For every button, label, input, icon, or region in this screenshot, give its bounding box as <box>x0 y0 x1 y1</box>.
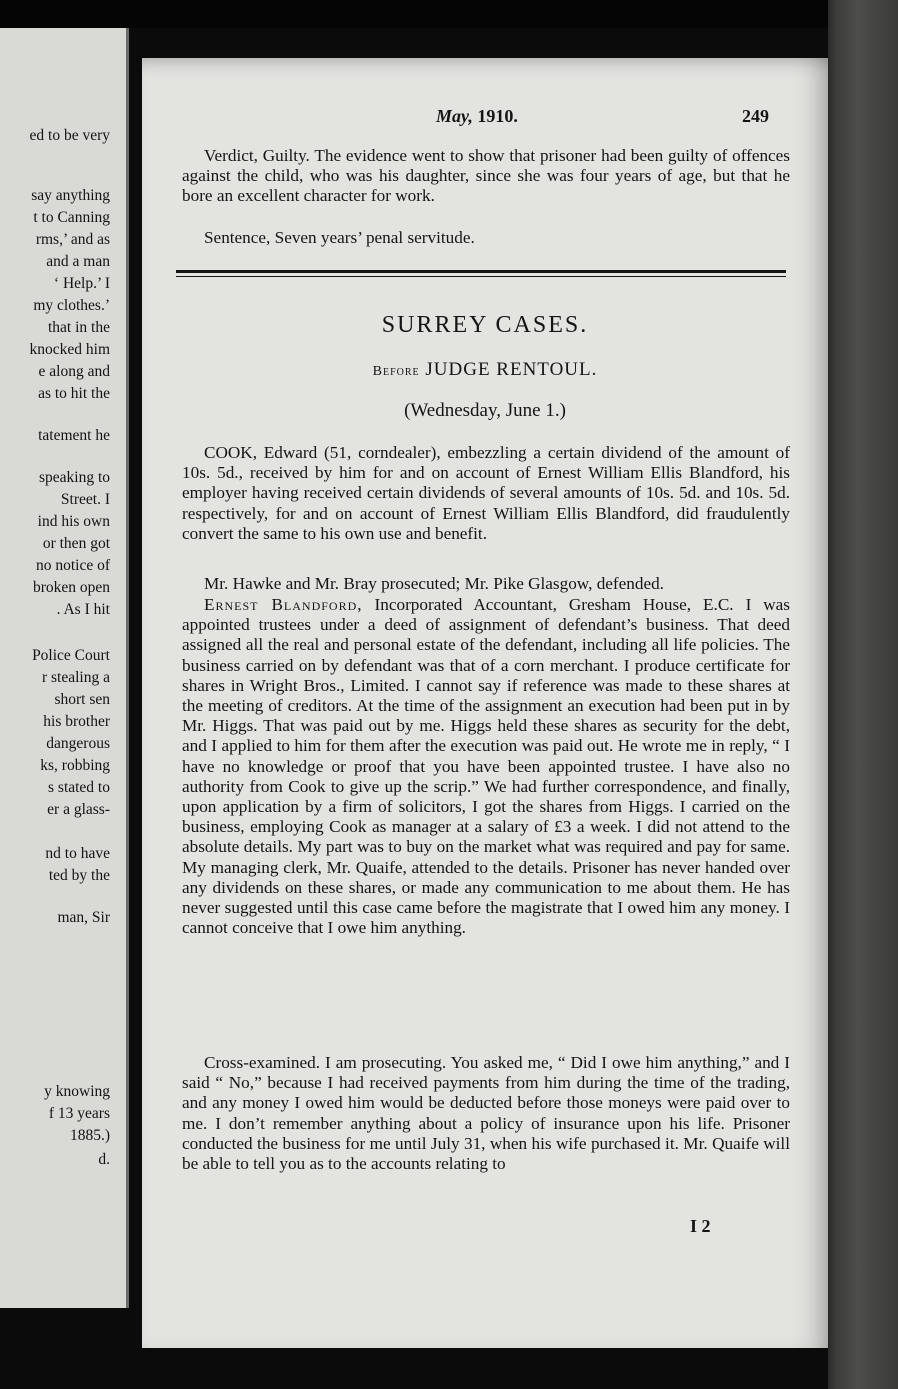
main-page <box>142 58 828 1348</box>
left-page-line: d. <box>98 1151 110 1168</box>
left-page-line: no notice of <box>35 557 110 574</box>
judge-prefix: Before <box>372 364 420 379</box>
left-page-line: nd to have <box>45 845 110 862</box>
left-page-line: dangerous <box>46 735 110 752</box>
judge-name: JUDGE RENTOUL. <box>425 359 598 380</box>
header-month: May, <box>436 106 473 126</box>
left-page-line: Street. I <box>60 491 110 508</box>
left-page-line: knocked him <box>29 341 110 358</box>
left-page-line: man, Sir <box>57 909 110 926</box>
left-page-line: say anything <box>31 187 110 204</box>
left-page-line: and a man <box>46 253 110 270</box>
left-page-line: as to hit the <box>38 385 110 402</box>
left-page-line: er a glass- <box>47 801 110 818</box>
cross-examination-paragraph: Cross-examined. I am prosecuting. You asked me, “ Did I owe him anything,” and I said “ No,” because I had received payments from him during the time of the trading, and any money I owed him would be deducted before those moneys were paid over to me. I don’t remember anything about a policy of insurance upon his life. Prisoner conducted the business for me until July 31, when his wife purchased it. Mr. Quaife will be able to tell you as to the accounts relating to <box>182 1053 790 1174</box>
witness-name: Ernest Blandford, <box>204 595 363 614</box>
section-rule-thick <box>176 270 786 273</box>
page-number: 249 <box>742 106 769 126</box>
left-page-line: speaking to <box>38 469 110 486</box>
left-page-line: ted by the <box>48 867 110 884</box>
left-page-line: f 13 years <box>48 1105 110 1122</box>
left-page-line: e along and <box>38 363 110 380</box>
binding-edge <box>828 0 898 1389</box>
left-page-line: ‘ Help.’ I <box>53 275 110 292</box>
running-header-date <box>436 106 518 127</box>
left-page-line: y knowing <box>44 1083 110 1100</box>
page-content <box>142 58 828 1348</box>
left-page-line: s stated to <box>48 779 110 796</box>
left-page-line: ed to be very <box>29 127 110 144</box>
left-page-line: broken open <box>32 579 110 596</box>
signature-mark: I 2 <box>690 1216 711 1236</box>
left-page-line: 1885.) <box>69 1127 110 1144</box>
left-page-line: short sen <box>54 691 110 708</box>
charge-paragraph: COOK, Edward (51, corndealer), embezzling a certain dividend of the amount of 10s. 5d., received by him for and on account of Ernest William Ellis Blandford, his employer having received certain dividends of several amounts of 10s. 5d. and 10s. 5d. respectively, for and on account of Ernest William Ellis Blandford, did fraudulently convert the same to his own use and benefit. <box>182 443 790 543</box>
left-page-line: ks, robbing <box>40 757 110 774</box>
left-facing-page <box>0 28 129 1308</box>
left-page-line: or then got <box>42 535 110 552</box>
left-page-line: rms,’ and as <box>35 231 110 248</box>
section-title: SURREY CASES. <box>381 312 589 338</box>
verdict-paragraph: Verdict, Guilty. The evidence went to show that prisoner had been guilty of offences against the child, who was his daughter, since she was four years of age, but that he bore an excellent character for work. <box>182 146 790 206</box>
sentence-paragraph: Sentence, Seven years’ penal servitude. <box>204 228 475 247</box>
left-page-line: my clothes.’ <box>33 297 110 314</box>
left-page-line: . As I hit <box>56 601 110 618</box>
left-page-line: t to Canning <box>33 209 110 226</box>
left-page-line: r stealing a <box>41 669 110 686</box>
left-page-line: his brother <box>43 713 110 730</box>
witness-testimony-paragraph <box>182 595 790 938</box>
scan-top-border <box>0 0 898 28</box>
counsel-paragraph: Mr. Hawke and Mr. Bray prosecuted; Mr. Pike Glasgow, defended. <box>204 574 664 593</box>
witness-testimony: Incorporated Accountant, Gresham House, E.C. I was appointed trustees under a deed of assignment of defendant’s business. That deed assigned all the real and personal estate of the defendant, including all life policies. The business carried on by defendant was that of a corn merchant. I produce certificate for shares in Wright Bros., Limited. I cannot say if reference was made to these shares at the meeting of creditors. At the time of the assignment an execution had been put in by Mr. Higgs. That was paid out by me. Higgs held these shares as security for the debt, and I applied to him for them after the execution was paid out. He wrote me in reply, “ I have no knowledge or proof that you have been appointed trustee. I have also no authority from Cook to give up the scrip.” We had further correspondence, and finally, upon application by a firm of solicitors, I got the shares from Higgs. I carried on the business, employing Cook as manager at a salary of £3 a week. I did not attend to the absolute details. My part was to buy on the market what was required and pay for same. My managing clerk, Mr. Quaife, attended to the details. Prisoner has never handed over any dividends on these shares, or made any communication to me about them. He has never suggested until this case came before the magistrate that I owed him any money. I cannot conceive that I owe him anything. <box>182 595 790 938</box>
left-page-line: that in the <box>48 319 110 336</box>
header-year: 1910. <box>477 106 518 126</box>
judge-line <box>142 359 828 381</box>
left-page-line: ind his own <box>37 513 110 530</box>
left-page-line: tatement he <box>38 427 110 444</box>
left-page-line: Police Court <box>32 647 110 664</box>
section-rule-thin <box>176 276 786 277</box>
session-date: (Wednesday, June 1.) <box>404 400 566 421</box>
